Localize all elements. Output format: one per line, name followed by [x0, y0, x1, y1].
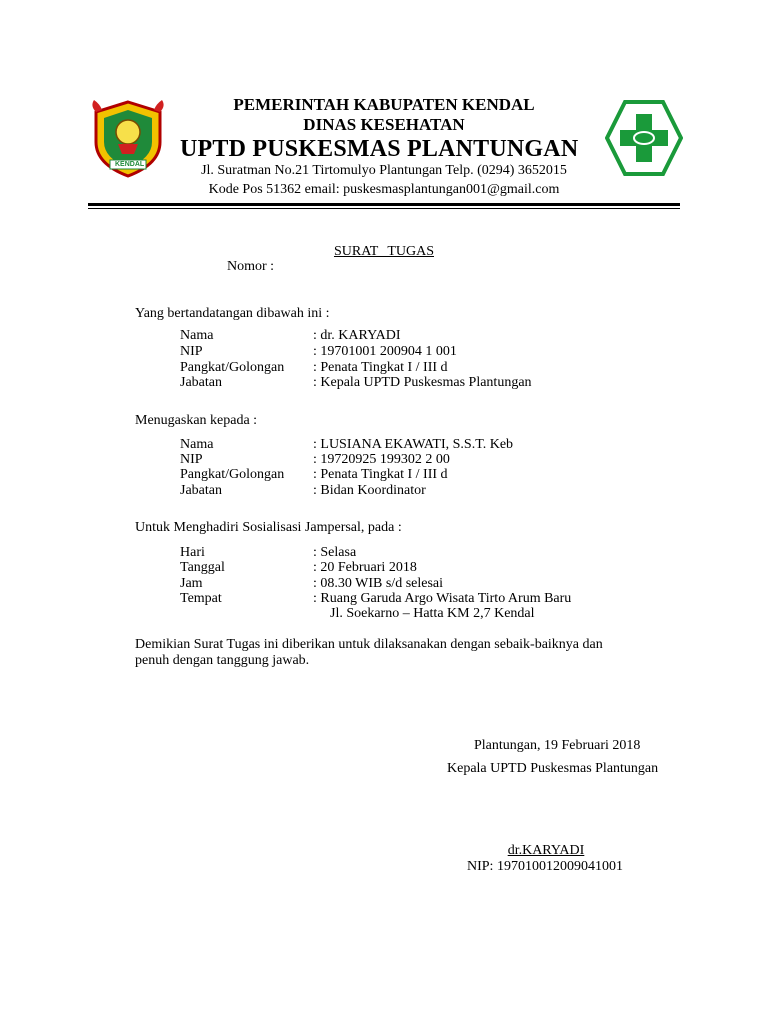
assignee-rank-label: Pangkat/Golongan	[180, 467, 285, 482]
letter-number: Nomor :	[227, 259, 275, 274]
event-intro: Untuk Menghadiri Sosialisasi Jampersal, pada :	[135, 520, 402, 535]
assignee-name-label: Nama	[180, 437, 214, 452]
closing-line-2: penuh dengan tanggung jawab.	[135, 653, 310, 668]
event-place-label: Tempat	[180, 591, 222, 606]
institution-title: UPTD PUSKESMAS PLANTUNGAN	[180, 136, 579, 162]
assign-intro: Menugaskan kepada :	[135, 413, 258, 428]
signer-rank-value: : Penata Tingkat I / III d	[313, 360, 448, 375]
government-name: PEMERINTAH KABUPATEN KENDAL	[233, 95, 535, 114]
signer-title: Kepala UPTD Puskesmas Plantungan	[447, 761, 659, 776]
assignee-position-value: : Bidan Koordinator	[313, 483, 426, 498]
letterhead-divider	[88, 203, 680, 206]
closing-line-1: Demikian Surat Tugas ini diberikan untuk dilaksanakan dengan sebaik-baiknya dan	[135, 637, 603, 652]
place-and-date: Plantungan, 19 Februari 2018	[474, 738, 641, 753]
address-line: Jl. Suratman No.21 Tirtomulyo Plantungan Telp. (0294) 3652015	[201, 163, 567, 178]
signer-position-value: : Kepala UPTD Puskesmas Plantungan	[313, 375, 532, 390]
contact-line: Kode Pos 51362 email: puskesmasplantungan001@gmail.com	[208, 182, 560, 197]
event-day-value: : Selasa	[313, 545, 357, 560]
signer-nip: NIP: 197010012009041001	[467, 859, 623, 874]
event-date-value: : 20 Februari 2018	[313, 560, 417, 575]
event-time-label: Jam	[180, 576, 203, 591]
emblem-text: KENDAL	[115, 161, 145, 168]
signer-rank-label: Pangkat/Golongan	[180, 360, 285, 375]
letterhead-divider-thin	[88, 208, 680, 209]
signer-name: dr.KARYADI	[507, 843, 585, 858]
assignee-name-value: : LUSIANA EKAWATI, S.S.T. Keb	[313, 437, 514, 452]
event-place-address: Jl. Soekarno – Hatta KM 2,7 Kendal	[330, 606, 535, 621]
signer-position-label: Jabatan	[180, 375, 222, 390]
assignee-rank-value: : Penata Tingkat I / III d	[313, 467, 448, 482]
event-date-label: Tanggal	[180, 560, 225, 575]
signer-nip-value: : 19701001 200904 1 001	[313, 344, 457, 359]
event-place-value: : Ruang Garuda Argo Wisata Tirto Arum Baru	[313, 591, 572, 606]
department-name: DINAS KESEHATAN	[303, 115, 465, 134]
signer-intro: Yang bertandatangan dibawah ini :	[135, 306, 330, 321]
signer-name-label: Nama	[180, 328, 214, 343]
signer-name-value: : dr. KARYADI	[313, 328, 401, 343]
event-time-value: : 08.30 WIB s/d selesai	[313, 576, 444, 591]
event-day-label: Hari	[180, 545, 205, 560]
signer-nip-label: NIP	[180, 344, 203, 359]
assignee-position-label: Jabatan	[180, 483, 222, 498]
letter-title: SURAT TUGAS	[333, 244, 434, 259]
assignee-nip-value: : 19720925 199302 2 00	[313, 452, 450, 467]
assignee-nip-label: NIP	[180, 452, 203, 467]
